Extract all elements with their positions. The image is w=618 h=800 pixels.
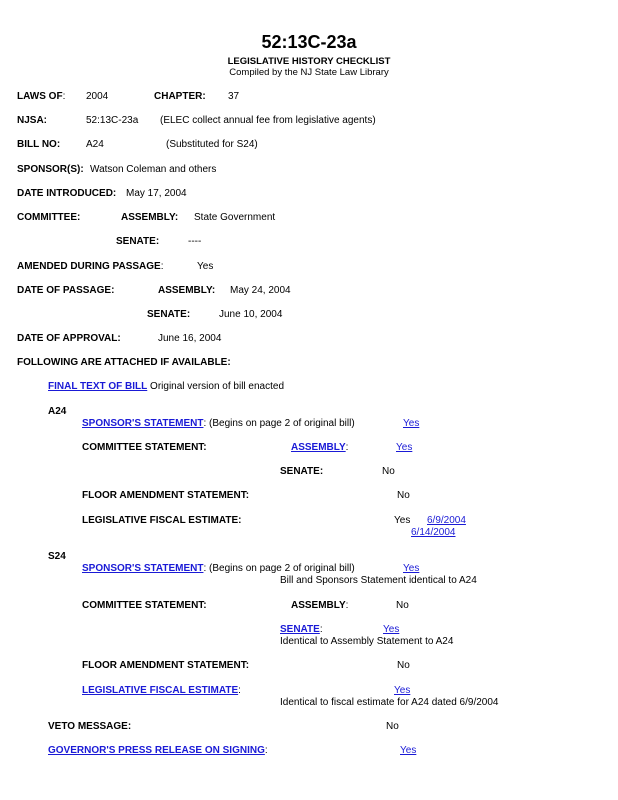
s24-committee-label: COMMITTEE STATEMENT: [82, 600, 207, 611]
s24-label: S24 [48, 551, 66, 562]
a24-fiscal-date-link[interactable]: 6/9/2004 [427, 515, 466, 526]
date-introduced-label: DATE INTRODUCED: [17, 188, 117, 199]
committee-assembly-value: State Government [194, 212, 276, 223]
passage-senate-value: June 10, 2004 [219, 309, 283, 320]
laws-of-value: 2004 [86, 91, 109, 102]
bill-no-value: A24 [86, 139, 104, 150]
passage-label: DATE OF PASSAGE: [17, 285, 115, 296]
final-text-row [48, 381, 284, 393]
a24-fiscal-date-link[interactable]: 6/14/2004 [411, 527, 456, 538]
a24-sponsor-note: : (Begins on page 2 of original bill) [203, 418, 355, 429]
passage-senate-label: SENATE: [147, 309, 191, 320]
s24-senate-identical-note: Identical to Assembly Statement to A24 [280, 636, 454, 647]
a24-sponsor-row [82, 418, 355, 430]
document-title: LEGISLATIVE HISTORY CHECKLIST [227, 56, 391, 67]
approval-label: DATE OF APPROVAL: [17, 333, 121, 344]
a24-senate-value: No [382, 466, 395, 477]
chapter-label: CHAPTER: [154, 91, 206, 102]
s24-assembly-value: No [396, 600, 409, 611]
s24-senate-row: SENATE: [280, 624, 323, 635]
a24-fiscal-label: LEGISLATIVE FISCAL ESTIMATE: [82, 515, 242, 526]
final-text-note: Original version of bill enacted [150, 381, 285, 392]
committee-senate-value: ---- [188, 236, 202, 247]
s24-fiscal-identical-note: Identical to fiscal estimate for A24 dated 6/9/2004 [280, 697, 499, 708]
amended-label: AMENDED DURING PASSAGE: [17, 261, 164, 272]
date-introduced-value: May 17, 2004 [126, 188, 187, 199]
veto-value: No [386, 721, 399, 732]
bill-no-note: (Substituted for S24) [166, 139, 258, 150]
passage-assembly-value: May 24, 2004 [230, 285, 291, 296]
s24-floor-label: FLOOR AMENDMENT STATEMENT: [82, 660, 250, 671]
document-subtitle: Compiled by the NJ State Law Library [229, 67, 389, 78]
s24-sponsor-yes-link[interactable]: Yes [403, 563, 420, 574]
committee-label: COMMITTEE: [17, 212, 81, 223]
sponsors-value: Watson Coleman and others [90, 164, 217, 175]
a24-sponsor-yes-link[interactable]: Yes [403, 418, 420, 429]
s24-senate-yes-link[interactable]: Yes [383, 624, 400, 635]
laws-of-label: LAWS OF: [17, 91, 66, 102]
a24-fiscal-value: Yes [394, 515, 411, 526]
a24-floor-value: No [397, 490, 410, 501]
njsa-value: 52:13C-23a [86, 115, 139, 126]
committee-assembly-label: ASSEMBLY: [121, 212, 179, 223]
a24-assembly-row: ASSEMBLY: [291, 442, 349, 453]
a24-floor-label: FLOOR AMENDMENT STATEMENT: [82, 490, 250, 501]
a24-committee-label: COMMITTEE STATEMENT: [82, 442, 207, 453]
s24-floor-value: No [397, 660, 410, 671]
page-title: 52:13C-23a [261, 32, 357, 52]
committee-senate-label: SENATE: [116, 236, 160, 247]
s24-sponsor-statement-link[interactable]: SPONSOR'S STATEMENT [82, 563, 204, 574]
a24-senate-label: SENATE: [280, 466, 324, 477]
press-release-yes-link[interactable]: Yes [400, 745, 417, 756]
a24-assembly-yes-link[interactable]: Yes [396, 442, 413, 453]
a24-sponsor-statement-link[interactable]: SPONSOR'S STATEMENT [82, 418, 204, 429]
s24-sponsor-row [82, 563, 355, 575]
s24-senate-link[interactable]: SENATE [280, 624, 320, 635]
passage-assembly-label: ASSEMBLY: [158, 285, 216, 296]
sponsors-label: SPONSOR(S): [17, 164, 84, 175]
final-text-link[interactable]: FINAL TEXT OF BILL [48, 381, 148, 392]
chapter-value: 37 [228, 91, 240, 102]
press-release-row: GOVERNOR'S PRESS RELEASE ON SIGNING: [48, 745, 268, 756]
s24-fiscal-yes-link[interactable]: Yes [394, 685, 411, 696]
press-release-link[interactable]: GOVERNOR'S PRESS RELEASE ON SIGNING [48, 745, 265, 756]
njsa-description: (ELEC collect annual fee from legislative agents) [160, 115, 376, 126]
bill-no-label: BILL NO: [17, 139, 61, 150]
veto-label: VETO MESSAGE: [48, 721, 132, 732]
a24-assembly-link[interactable]: ASSEMBLY [291, 442, 346, 453]
approval-value: June 16, 2004 [158, 333, 222, 344]
s24-sponsor-identical-note: Bill and Sponsors Statement identical to A24 [280, 575, 477, 586]
s24-fiscal-row: LEGISLATIVE FISCAL ESTIMATE: [82, 685, 241, 696]
s24-assembly-row: ASSEMBLY: [291, 600, 349, 611]
amended-value: Yes [197, 261, 214, 272]
attached-heading: FOLLOWING ARE ATTACHED IF AVAILABLE: [17, 357, 231, 368]
njsa-label: NJSA: [17, 115, 48, 126]
s24-fiscal-estimate-link[interactable]: LEGISLATIVE FISCAL ESTIMATE [82, 685, 239, 696]
s24-sponsor-note: : (Begins on page 2 of original bill) [203, 563, 355, 574]
a24-label: A24 [48, 406, 67, 417]
